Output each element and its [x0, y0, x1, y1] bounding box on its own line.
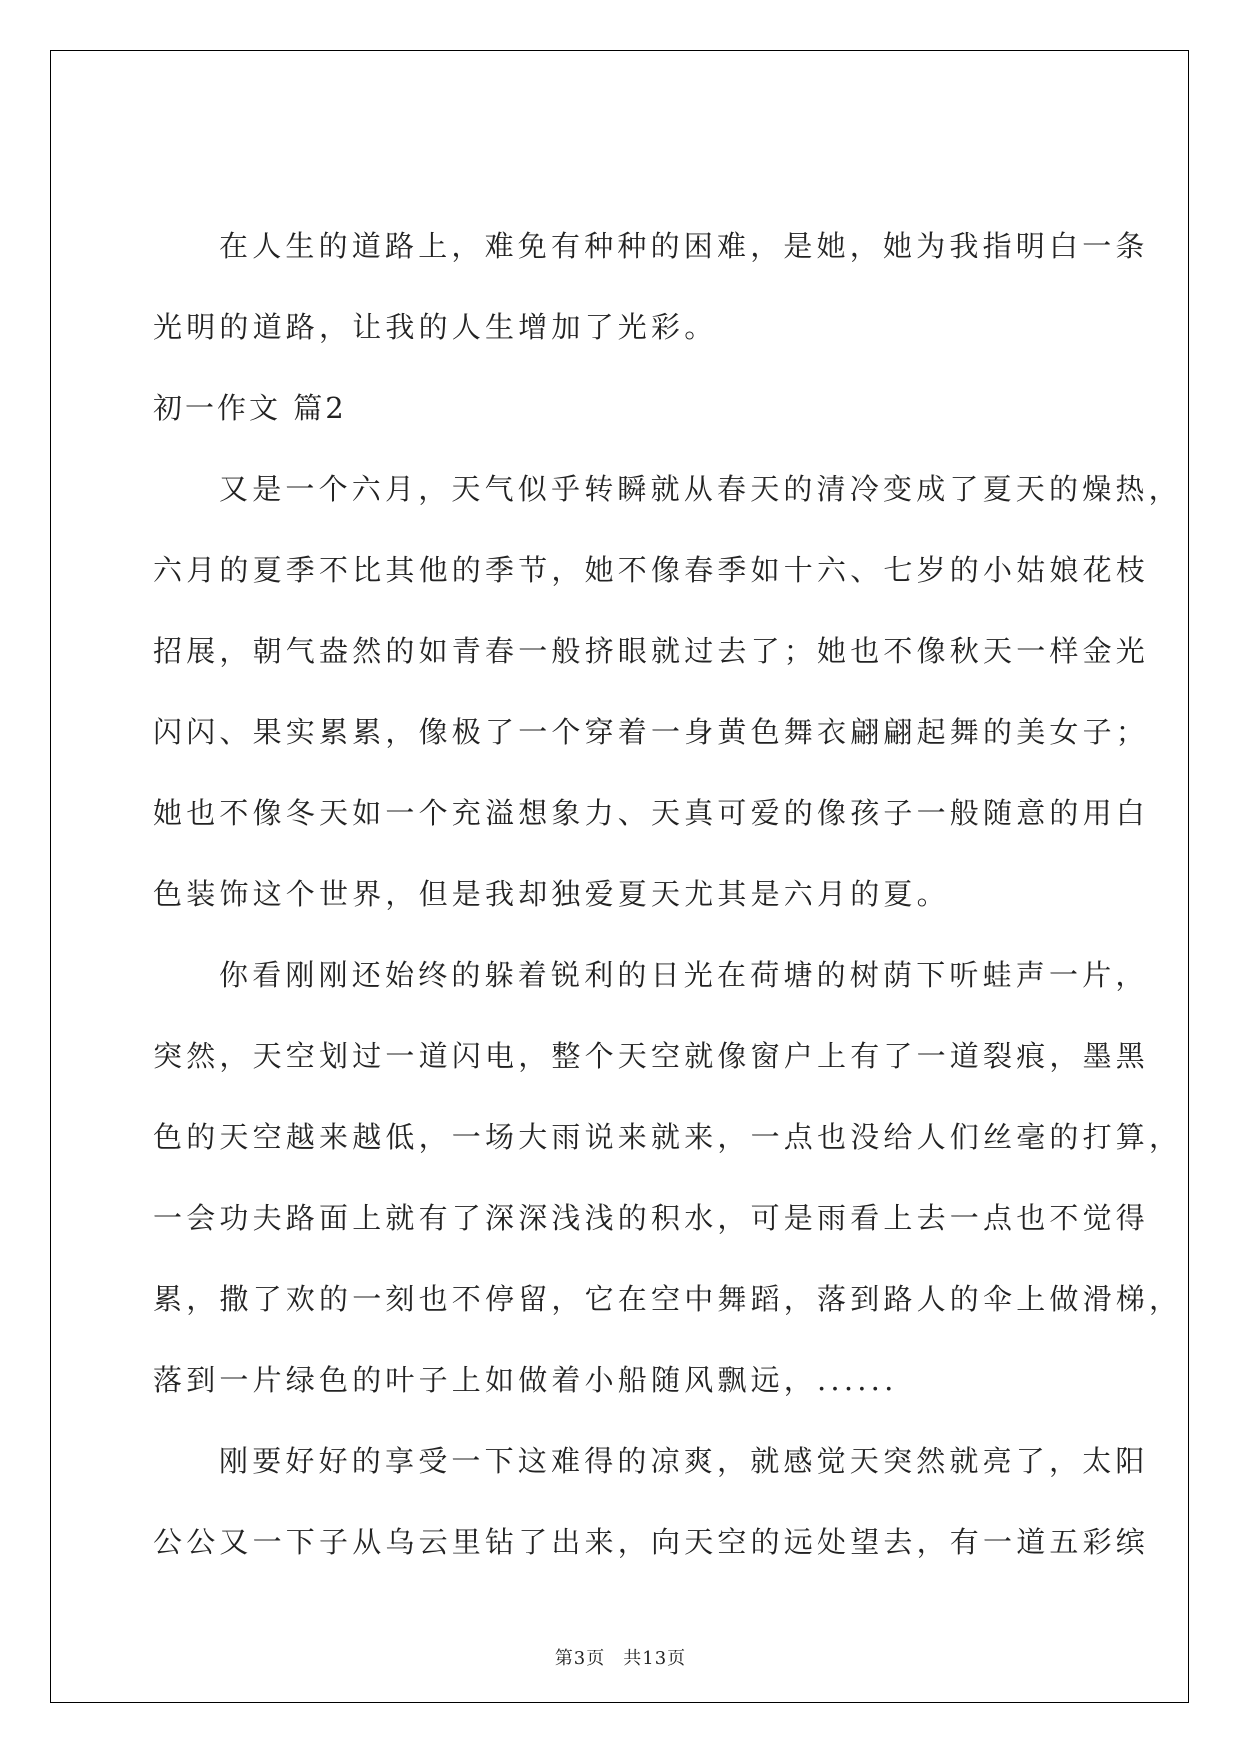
text-line: 一会功夫路面上就有了深深浅浅的积水，可是雨看上去一点也不觉得: [153, 1201, 1150, 1235]
section-heading: 初一作文 篇2: [153, 391, 347, 425]
text-line: 光明的道路，让我的人生增加了光彩。: [153, 310, 718, 344]
text-line: 公公又一下子从乌云里钻了出来，向天空的远处望去，有一道五彩缤: [153, 1525, 1150, 1559]
document-page: [50, 50, 1189, 1703]
document-body: [153, 206, 1183, 1583]
text-line: 招展，朝气盎然的如青春一般挤眼就过去了；她也不像秋天一样金光: [153, 634, 1150, 668]
text-line: 又是一个六月，天气似乎转瞬就从春天的清冷变成了夏天的燥热，: [219, 472, 1182, 506]
page-footer: [51, 1644, 1190, 1670]
text-line: 突然，天空划过一道闪电，整个天空就像窗户上有了一道裂痕，墨黑: [153, 1039, 1150, 1073]
text-line: 刚要好好的享受一下这难得的凉爽，就感觉天突然就亮了，太阳: [219, 1444, 1149, 1478]
text-line: 她也不像冬天如一个充溢想象力、天真可爱的像孩子一般随意的用白: [153, 796, 1150, 830]
text-line: 色装饰这个世界，但是我却独爱夏天尤其是六月的夏。: [153, 877, 950, 911]
page-total: 共13页: [623, 1648, 687, 1669]
paragraph: [153, 449, 1182, 935]
text-line: 落到一片绿色的叶子上如做着小船随风飘远，......: [153, 1363, 898, 1397]
text-line: 你看刚刚还始终的躲着锐利的日光在荷塘的树荫下听蛙声一片，: [219, 958, 1149, 992]
text-line: 累，撒了欢的一刻也不停留，它在空中舞蹈，落到路人的伞上做滑梯，: [153, 1282, 1183, 1316]
paragraph: [153, 1421, 1150, 1583]
text-line: 闪闪、果实累累，像极了一个穿着一身黄色舞衣翩翩起舞的美女子；: [153, 715, 1150, 749]
paragraph: [153, 935, 1183, 1421]
text-line: 色的天空越来越低，一场大雨说来就来，一点也没给人们丝毫的打算，: [153, 1120, 1183, 1154]
text-line: 六月的夏季不比其他的季节，她不像春季如十六、七岁的小姑娘花枝: [153, 553, 1150, 587]
text-line: 在人生的道路上，难免有种种的困难，是她，她为我指明白一条: [219, 229, 1149, 263]
page-number: 第3页: [554, 1648, 606, 1669]
paragraph: [153, 206, 1149, 368]
